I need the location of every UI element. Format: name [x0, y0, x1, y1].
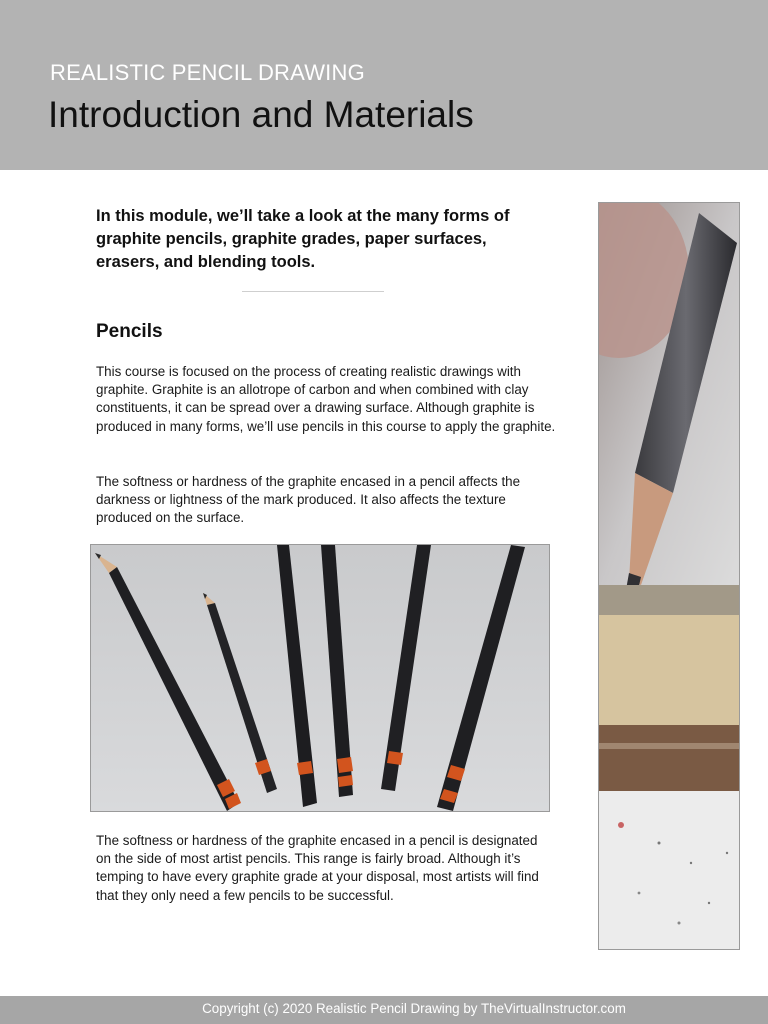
body-paragraph: The softness or hardness of the graphite encased in a pencil is designated on the side of most artist pencils. This range is fairly broad. Although it’s temping to have every graphite grade at your disposal, most artists will find that they only need a few pencils to be successful.: [96, 833, 539, 903]
intro-paragraph: In this module, we’ll take a look at the many forms of graphite pencils, graphite grades, paper surfaces, erasers, and blending tools.: [96, 207, 510, 271]
copyright-notice: Copyright (c) 2020 Realistic Pencil Drawing by TheVirtualInstructor.com: [202, 1001, 626, 1016]
section-divider: [242, 291, 384, 292]
pencils-photo: [90, 544, 550, 812]
course-kicker: REALISTIC PENCIL DRAWING: [50, 60, 365, 85]
body-paragraph: The softness or hardness of the graphite encased in a pencil affects the darkness or lightness of the mark produced. It also affects the texture produced on the surface.: [96, 474, 521, 526]
section-heading-pencils: Pencils: [96, 321, 163, 342]
body-paragraph: This course is focused on the process of creating realistic drawings with graphite. Graphite is an allotrope of carbon and when combined with clay constituents, it can be spread over a drawing surface. Although graphite is produced in many forms, we’ll use pencils in this course to apply the graphite.: [96, 364, 556, 434]
pencil-tip-photo: [598, 202, 740, 950]
page-title: Introduction and Materials: [48, 94, 474, 135]
